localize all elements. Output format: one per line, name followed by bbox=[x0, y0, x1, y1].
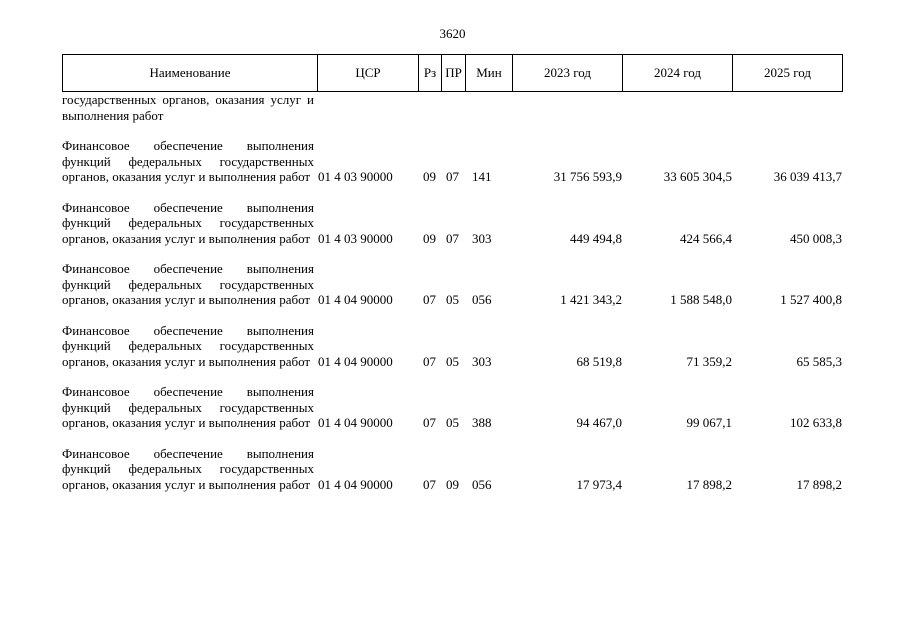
row-2023: 17 973,4 bbox=[576, 476, 622, 492]
row-2025: 17 898,2 bbox=[796, 476, 842, 492]
row-gap bbox=[62, 431, 842, 446]
row-pr: 07 bbox=[446, 230, 459, 246]
row-name: Финансовое обеспечение выполнения функций федеральных государственных органов, оказания услуг и выполнения работ bbox=[62, 138, 314, 184]
row-min: 141 bbox=[472, 169, 492, 184]
row-2024: 71 359,2 bbox=[686, 353, 732, 369]
row-min: 303 bbox=[472, 353, 492, 369]
row-min: 056 bbox=[472, 476, 492, 492]
row-rz: 09 bbox=[423, 230, 436, 246]
row-min: 056 bbox=[472, 292, 492, 307]
row-2024: 99 067,1 bbox=[686, 415, 732, 430]
row-csr: 01 4 04 90000 bbox=[318, 292, 393, 307]
row-csr: 01 4 04 90000 bbox=[318, 353, 393, 369]
row-gap bbox=[62, 246, 842, 261]
table-row bbox=[62, 138, 842, 185]
table-header bbox=[62, 54, 843, 92]
row-2023: 449 494,8 bbox=[570, 230, 622, 246]
row-name: Финансовое обеспечение выполнения функций федеральных государственных органов, оказания услуг и выполнения работ bbox=[62, 322, 314, 369]
row-rz: 09 bbox=[423, 169, 436, 184]
table-rows bbox=[62, 123, 842, 492]
continuation-row bbox=[62, 92, 842, 123]
row-pr: 05 bbox=[446, 292, 459, 307]
row-name: Финансовое обеспечение выполнения функций федеральных государственных органов, оказания услуг и выполнения работ bbox=[62, 384, 314, 430]
table-row bbox=[62, 446, 842, 493]
row-2023: 31 756 593,9 bbox=[553, 169, 622, 184]
row-csr: 01 4 03 90000 bbox=[318, 230, 393, 246]
row-gap bbox=[62, 369, 842, 384]
row-2023: 94 467,0 bbox=[576, 415, 622, 430]
row-pr: 05 bbox=[446, 415, 459, 430]
row-2023: 68 519,8 bbox=[576, 353, 622, 369]
header-2024: 2024 год bbox=[623, 55, 733, 92]
row-2025: 1 527 400,8 bbox=[780, 292, 842, 307]
row-2025: 65 585,3 bbox=[796, 353, 842, 369]
row-2025: 102 633,8 bbox=[790, 415, 842, 430]
row-gap bbox=[62, 308, 842, 323]
row-name: Финансовое обеспечение выполнения функций федеральных государственных органов, оказания услуг и выполнения работ bbox=[62, 445, 314, 492]
row-2025: 36 039 413,7 bbox=[773, 169, 842, 184]
header-csr: ЦСР bbox=[318, 55, 419, 92]
table-row bbox=[62, 261, 842, 308]
row-2023: 1 421 343,2 bbox=[560, 292, 622, 307]
row-rz: 07 bbox=[423, 415, 436, 430]
header-min: Мин bbox=[466, 55, 513, 92]
row-min: 303 bbox=[472, 230, 492, 246]
row-2025: 450 008,3 bbox=[790, 230, 842, 246]
row-rz: 07 bbox=[423, 353, 436, 369]
row-name: Финансовое обеспечение выполнения функций федеральных государственных органов, оказания услуг и выполнения работ bbox=[62, 199, 314, 246]
row-2024: 33 605 304,5 bbox=[663, 169, 732, 184]
continuation-text: государственных органов, оказания услуг и выполнения работ bbox=[62, 92, 314, 123]
row-2024: 17 898,2 bbox=[686, 476, 732, 492]
table-row bbox=[62, 323, 842, 370]
header-2023: 2023 год bbox=[513, 55, 623, 92]
row-gap bbox=[62, 123, 842, 138]
header-pr: ПР bbox=[442, 55, 466, 92]
row-rz: 07 bbox=[423, 292, 436, 307]
row-csr: 01 4 03 90000 bbox=[318, 169, 393, 184]
row-gap bbox=[62, 185, 842, 200]
row-csr: 01 4 04 90000 bbox=[318, 476, 393, 492]
table-body bbox=[62, 92, 842, 492]
row-pr: 07 bbox=[446, 169, 459, 184]
row-min: 388 bbox=[472, 415, 492, 430]
header-2025: 2025 год bbox=[733, 55, 843, 92]
header-name: Наименование bbox=[63, 55, 318, 92]
row-rz: 07 bbox=[423, 476, 436, 492]
table-row bbox=[62, 384, 842, 431]
table-row bbox=[62, 200, 842, 247]
row-2024: 1 588 548,0 bbox=[670, 292, 732, 307]
page-number: 3620 bbox=[439, 26, 466, 41]
row-pr: 09 bbox=[446, 476, 459, 492]
header-rz: Рз bbox=[419, 55, 442, 92]
row-name: Финансовое обеспечение выполнения функций федеральных государственных органов, оказания услуг и выполнения работ bbox=[62, 261, 314, 307]
row-2024: 424 566,4 bbox=[680, 230, 732, 246]
row-csr: 01 4 04 90000 bbox=[318, 415, 393, 430]
row-pr: 05 bbox=[446, 353, 459, 369]
